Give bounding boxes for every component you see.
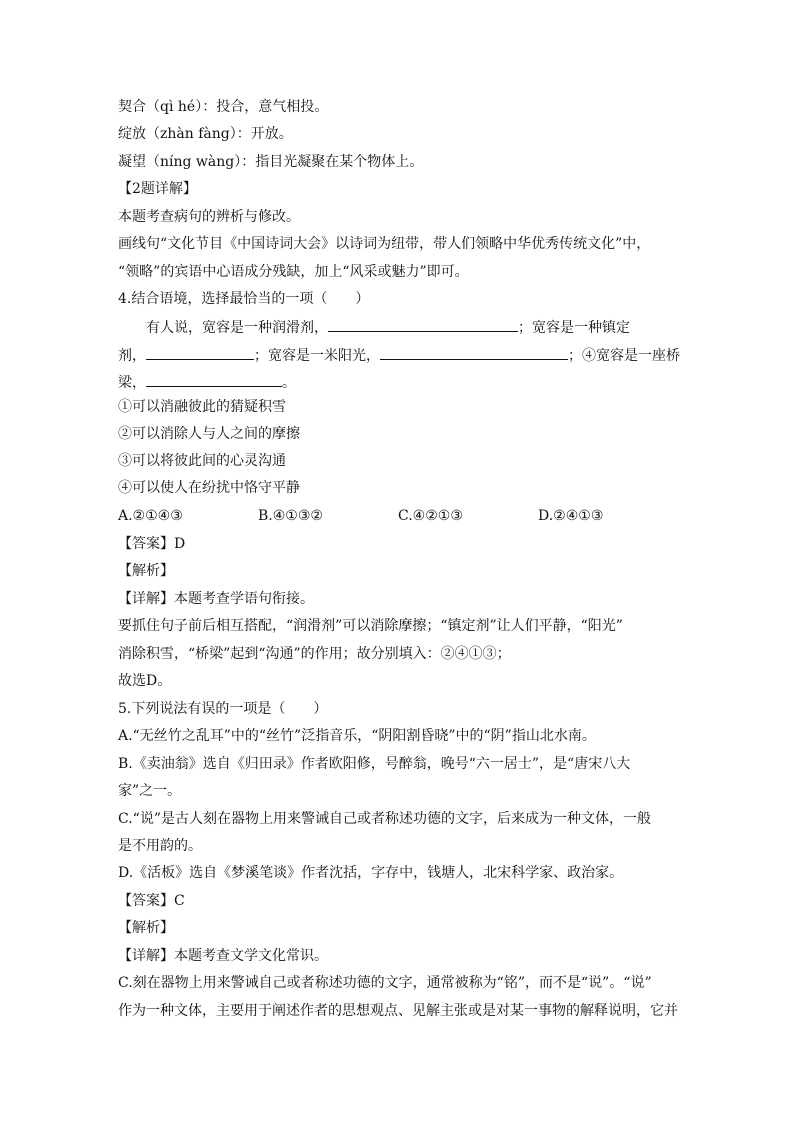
q2-detail-heading: 【2题详解】 bbox=[118, 181, 197, 197]
q5-stem: 5.下列说法有误的一项是（ ） bbox=[118, 701, 328, 717]
passage-text: 梁， bbox=[118, 375, 146, 391]
q2-explanation-line-2: “领略”的宾语中心语成分残缺，加上“风采或魅力”即可。 bbox=[118, 264, 469, 280]
answer-blank-2 bbox=[146, 346, 254, 360]
q4-conclusion: 故选D。 bbox=[118, 673, 172, 689]
option-c: C.④②①③ bbox=[398, 508, 463, 524]
q2-detail-intro: 本题考查病句的辨析与修改。 bbox=[118, 209, 300, 225]
passage-text: ；宽容是一米阳光， bbox=[254, 348, 380, 364]
q5-explanation-line-2: 作为一种文体，主要用于阐述作者的思想观点、见解主张或是对某一事物的解释说明，它并 bbox=[118, 1003, 678, 1019]
q5-option-d: D.《活板》选自《梦溪笔谈》作者沈括，字存中，钱塘人，北宋科学家、政治家。 bbox=[118, 865, 624, 881]
q4-analysis-heading: 【解析】 bbox=[118, 563, 174, 579]
passage-line-1 bbox=[146, 318, 630, 337]
q5-option-c-line-2: 是不用韵的。 bbox=[118, 838, 202, 854]
q5-option-b-line-2: 家”之一。 bbox=[118, 783, 182, 799]
q4-answer: 【答案】D bbox=[118, 536, 186, 552]
q4-explanation-line-1: 要抓住句子前后相互搭配，“润滑剂”可以消除摩擦；“镇定剂”让人们平静，“阳光” bbox=[118, 618, 623, 634]
item-3: ③可以将彼此间的心灵沟通 bbox=[118, 453, 286, 469]
q5-option-a: A.“无丝竹之乱耳”中的“丝竹”泛指音乐，“阴阳割昏晓”中的“阴”指山北水南。 bbox=[118, 728, 596, 744]
vocab-line-zhanfang: 绽放（zhàn fàng）：开放。 bbox=[118, 126, 293, 142]
passage-line-3 bbox=[118, 373, 296, 392]
q5-explanation-line-1: C.刻在器物上用来警诫自己或者称述功德的文字，通常被称为“铭”，而不是“说”。“说” bbox=[118, 975, 652, 991]
q4-stem: 4.结合语境，选择最恰当的一项（ ） bbox=[118, 291, 370, 307]
option-a: A.②①④③ bbox=[118, 508, 183, 524]
answer-blank-1 bbox=[328, 318, 518, 332]
passage-text: 有人说，宽容是一种润滑剂， bbox=[146, 320, 328, 336]
q5-answer: 【答案】C bbox=[118, 893, 185, 909]
vocab-line-ningwang: 凝望（níng wàng）：指目光凝聚在某个物体上。 bbox=[118, 154, 424, 170]
passage-text: ；④宽容是一座桥 bbox=[568, 348, 680, 364]
q5-detail-heading: 【详解】本题考查文学文化常识。 bbox=[118, 948, 328, 964]
passage-line-2 bbox=[118, 346, 680, 365]
option-d: D.②④①③ bbox=[538, 508, 604, 524]
passage-text: 。 bbox=[282, 375, 296, 391]
q5-analysis-heading: 【解析】 bbox=[118, 920, 174, 936]
q4-explanation-line-2: 消除积雪，“桥梁”起到“沟通”的作用；故分别填入：②④①③； bbox=[118, 646, 511, 662]
option-b: B.④①③② bbox=[258, 508, 323, 524]
item-2: ②可以消除人与人之间的摩擦 bbox=[118, 426, 300, 442]
passage-text: 剂， bbox=[118, 348, 146, 364]
item-4: ④可以使人在纷扰中恪守平静 bbox=[118, 480, 300, 496]
q4-detail-heading: 【详解】本题考查学语句衔接。 bbox=[118, 591, 314, 607]
q2-explanation-line-1: 画线句“文化节目《中国诗词大会》以诗词为纽带，带人们领略中华优秀传统文化”中， bbox=[118, 236, 651, 252]
passage-text: ；宽容是一种镇定 bbox=[518, 320, 630, 336]
q5-option-c-line-1: C.“说”是古人刻在器物上用来警诫自己或者称述功德的文字，后来成为一种文体，一般 bbox=[118, 811, 651, 827]
item-1: ①可以消融彼此的猜疑积雪 bbox=[118, 399, 286, 415]
q5-option-b-line-1: B.《卖油翁》选自《归田录》作者欧阳修，号醉翁，晚号“六一居士”，是“唐宋八大 bbox=[118, 756, 631, 772]
answer-blank-3 bbox=[380, 346, 568, 360]
vocab-line-qihe: 契合（qì hé）：投合，意气相投。 bbox=[118, 99, 329, 115]
answer-blank-4 bbox=[146, 373, 282, 387]
